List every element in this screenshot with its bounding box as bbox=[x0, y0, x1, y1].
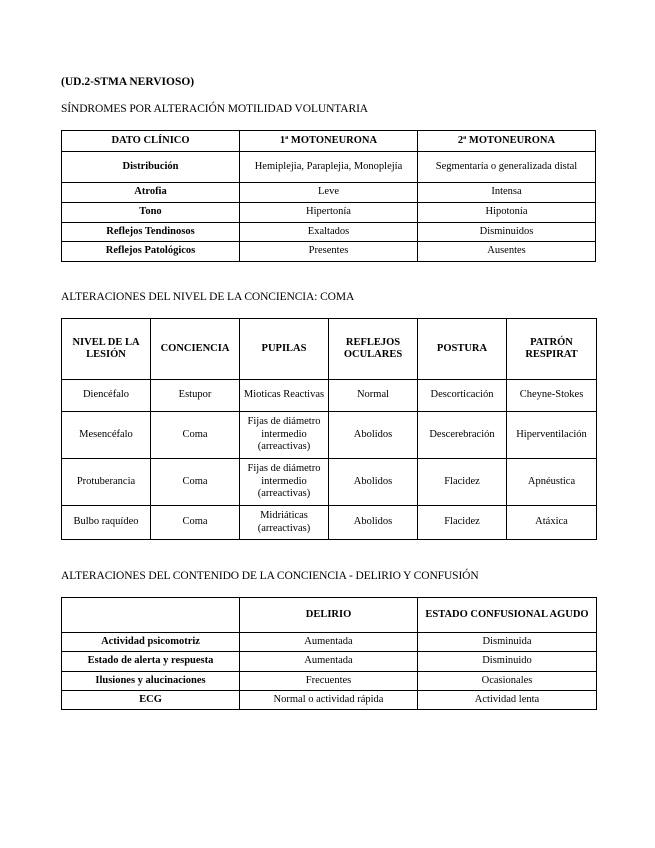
table-cell: Atáxica bbox=[507, 506, 597, 540]
table-row bbox=[62, 152, 596, 183]
column-header: CONCIENCIA bbox=[151, 319, 240, 380]
table-row bbox=[62, 203, 596, 223]
table-cell: Abolidos bbox=[329, 459, 418, 506]
column-header: NIVEL DE LA LESIÓN bbox=[62, 319, 151, 380]
table-cell: Actividad lenta bbox=[418, 691, 597, 710]
table-cell: Exaltados bbox=[240, 223, 418, 242]
table-cell: Fijas de diámetro intermedio (arreactivas) bbox=[240, 412, 329, 459]
table-cell: Hemiplejia, Paraplejia, Monoplejía bbox=[240, 152, 418, 183]
column-header: PUPILAS bbox=[240, 319, 329, 380]
table-cell: Ocasionales bbox=[418, 672, 597, 691]
motility-section-title: SÍNDROMES POR ALTERACIÓN MOTILIDAD VOLUNTARIA bbox=[61, 103, 369, 115]
row-label: Atrofia bbox=[62, 183, 240, 203]
table-cell: Segmentaría o generalizada distal bbox=[418, 152, 596, 183]
table-row bbox=[62, 652, 597, 672]
row-label: Ilusiones y alucinaciones bbox=[62, 672, 240, 691]
table-row bbox=[62, 242, 596, 262]
table-cell: Abolidos bbox=[329, 506, 418, 540]
column-header: PATRÓN RESPIRAT bbox=[507, 319, 597, 380]
table-cell: Coma bbox=[151, 506, 240, 540]
table-cell: Disminuida bbox=[418, 633, 597, 652]
column-header: 2ª MOTONEURONA bbox=[418, 131, 596, 152]
table-cell: Disminuidos bbox=[418, 223, 596, 242]
column-header: 1ª MOTONEURONA bbox=[240, 131, 418, 152]
table-row bbox=[62, 633, 597, 652]
table-cell: Mioticas Reactivas bbox=[240, 380, 329, 412]
row-label: Estado de alerta y respuesta bbox=[62, 652, 240, 672]
table-cell: Presentes bbox=[240, 242, 418, 262]
row-label: ECG bbox=[62, 691, 240, 710]
row-label: Actividad psicomotriz bbox=[62, 633, 240, 652]
table-cell: Flacidez bbox=[418, 459, 507, 506]
table-cell: Intensa bbox=[418, 183, 596, 203]
column-header-empty bbox=[62, 598, 240, 633]
table-header-row bbox=[62, 319, 597, 380]
table-row bbox=[62, 459, 597, 506]
table-cell: Descorticación bbox=[418, 380, 507, 412]
table-row bbox=[62, 223, 596, 242]
table-cell: Hiperventilación bbox=[507, 412, 597, 459]
table-cell: Frecuentes bbox=[240, 672, 418, 691]
table-cell: Disminuido bbox=[418, 652, 597, 672]
table-cell: Descerebración bbox=[418, 412, 507, 459]
table-cell: Protuberancia bbox=[62, 459, 151, 506]
table-cell: Aumentada bbox=[240, 652, 418, 672]
table-cell: Abolidos bbox=[329, 412, 418, 459]
row-label: Distribución bbox=[62, 152, 240, 183]
table-row bbox=[62, 380, 597, 412]
coma-table bbox=[61, 318, 597, 540]
table-cell: Normal bbox=[329, 380, 418, 412]
column-header: POSTURA bbox=[418, 319, 507, 380]
column-header: REFLEJOS OCULARES bbox=[329, 319, 418, 380]
table-row bbox=[62, 183, 596, 203]
table-cell: Diencéfalo bbox=[62, 380, 151, 412]
coma-section-title: ALTERACIONES DEL NIVEL DE LA CONCIENCIA: COMA bbox=[61, 291, 355, 303]
table-cell: Hipotonía bbox=[418, 203, 596, 223]
table-cell: Mesencéfalo bbox=[62, 412, 151, 459]
table-cell: Midriáticas (arreactivas) bbox=[240, 506, 329, 540]
row-label: Tono bbox=[62, 203, 240, 223]
table-cell: Flacidez bbox=[418, 506, 507, 540]
table-cell: Hipertonía bbox=[240, 203, 418, 223]
table-cell: Aumentada bbox=[240, 633, 418, 652]
column-header: ESTADO CONFUSIONAL AGUDO bbox=[418, 598, 597, 633]
table-row bbox=[62, 672, 597, 691]
delirio-table bbox=[61, 597, 597, 710]
table-cell: Normal o actividad rápida bbox=[240, 691, 418, 710]
table-header-row bbox=[62, 131, 596, 152]
table-cell: Ausentes bbox=[418, 242, 596, 262]
table-cell: Bulbo raquídeo bbox=[62, 506, 151, 540]
table-row bbox=[62, 412, 597, 459]
column-header: DATO CLÍNICO bbox=[62, 131, 240, 152]
table-cell: Coma bbox=[151, 459, 240, 506]
row-label: Reflejos Patológicos bbox=[62, 242, 240, 262]
table-cell: Coma bbox=[151, 412, 240, 459]
table-row bbox=[62, 691, 597, 710]
table-cell: Apnéustica bbox=[507, 459, 597, 506]
table-cell: Fijas de diámetro intermedio (arreactivas) bbox=[240, 459, 329, 506]
table-header-row bbox=[62, 598, 597, 633]
motility-table bbox=[61, 130, 596, 262]
delirio-section-title: ALTERACIONES DEL CONTENIDO DE LA CONCIENCIA - DELIRIO Y CONFUSIÓN bbox=[61, 570, 479, 582]
document-header: (UD.2-STMA NERVIOSO) bbox=[61, 76, 195, 88]
table-row bbox=[62, 506, 597, 540]
row-label: Reflejos Tendinosos bbox=[62, 223, 240, 242]
table-cell: Leve bbox=[240, 183, 418, 203]
column-header: DELIRIO bbox=[240, 598, 418, 633]
table-cell: Estupor bbox=[151, 380, 240, 412]
table-cell: Cheyne-Stokes bbox=[507, 380, 597, 412]
